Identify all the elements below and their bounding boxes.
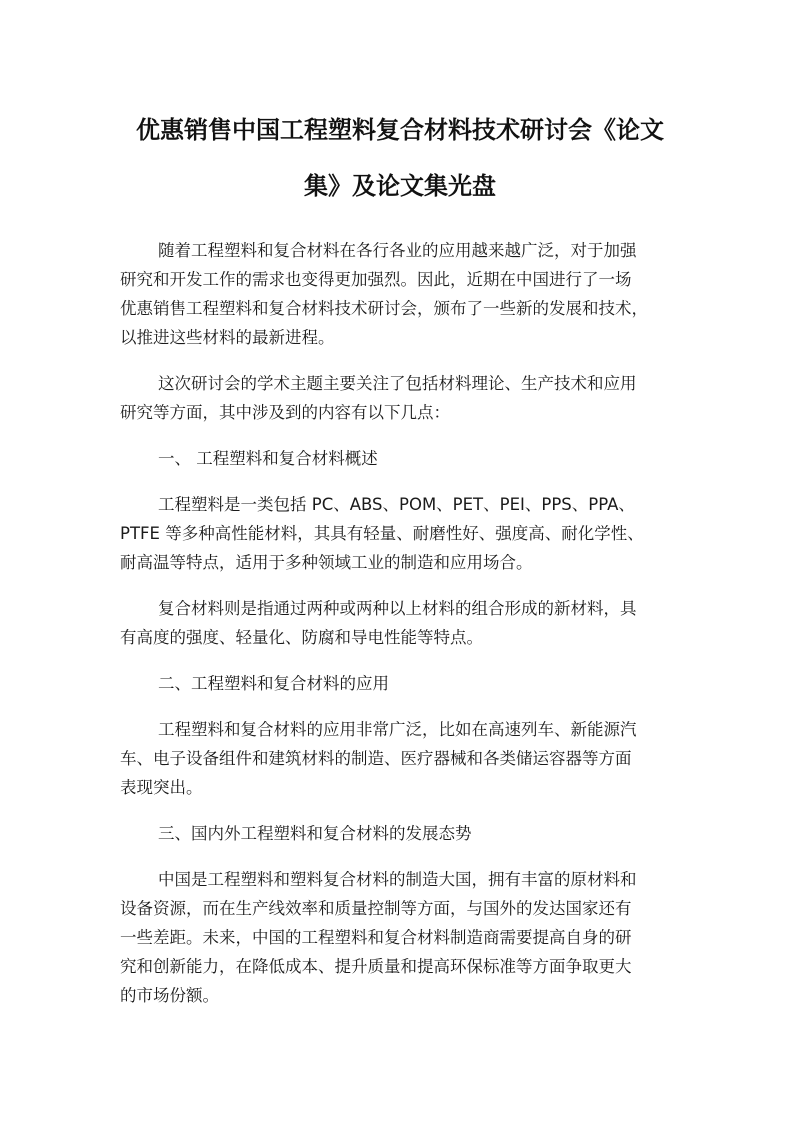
paragraph-line: 的市场份额。 <box>120 986 219 1005</box>
paragraph-topics <box>120 369 690 427</box>
paragraph-line: 以推进这些材料的最新进程。 <box>120 328 335 347</box>
paragraph-line: 复合材料则是指通过两种或两种以上材料的组合形成的新材料，具 <box>158 599 637 618</box>
paragraph-line: 这次研讨会的学术主题主要关注了包括材料理论、生产技术和应用 <box>158 374 637 393</box>
paragraph-line: 工程塑料是一类包括 PC、ABS、POM、PET、PEI、PPS、PPA、 <box>158 495 635 514</box>
paragraph-line: 车、电子设备组件和建筑材料的制造、医疗器械和各类储运容器等方面 <box>120 749 632 768</box>
section-heading-text: 二、工程塑料和复合材料的应用 <box>158 674 389 693</box>
paragraph-engineering-plastics <box>120 490 690 577</box>
paragraph-line: 设备资源，而在生产线效率和质量控制等方面，与国外的发达国家还有 <box>120 899 632 918</box>
paragraph-line: 耐高温等特点，适用于多种领域工业的制造和应用场合。 <box>120 553 533 572</box>
section-heading-text: 三、国内外工程塑料和复合材料的发展态势 <box>158 824 472 843</box>
document-title-line-1: 优惠销售中国工程塑料复合材料技术研讨会《论文 <box>136 116 664 144</box>
paragraph-line: 一些差距。未来，中国的工程塑料和复合材料制造商需要提高自身的研 <box>120 928 632 947</box>
paragraph-applications <box>120 715 690 802</box>
paragraph-composites <box>120 594 690 652</box>
paragraph-line: 表现突出。 <box>120 778 203 797</box>
paragraph-line: 随着工程塑料和复合材料在各行各业的应用越来越广泛，对于加强 <box>158 241 637 260</box>
paragraph-line: 研究和开发工作的需求也变得更加强烈。因此，近期在中国进行了一场 <box>120 270 632 289</box>
section-heading-text: 一、 工程塑料和复合材料概述 <box>158 449 378 468</box>
paragraph-line: 优惠销售工程塑料和复合材料技术研讨会，颁布了一些新的发展和技术， <box>120 299 648 318</box>
document-body <box>120 236 690 1027</box>
paragraph-line: 中国是工程塑料和塑料复合材料的制造大国，拥有丰富的原材料和 <box>158 870 637 889</box>
paragraph-line: 有高度的强度、轻量化、防腐和导电性能等特点。 <box>120 628 483 647</box>
section-heading-3 <box>120 819 690 848</box>
paragraph-line: PTFE 等多种高性能材料，其具有轻量、耐磨性好、强度高、耐化学性、 <box>120 524 644 543</box>
section-heading-2 <box>120 669 690 698</box>
paragraph-intro <box>120 236 690 352</box>
paragraph-line: 工程塑料和复合材料的应用非常广泛，比如在高速列车、新能源汽 <box>158 720 637 739</box>
document-title-line-2: 集》及论文集光盘 <box>304 172 496 200</box>
section-heading-1 <box>120 444 690 473</box>
paragraph-line: 究和创新能力，在降低成本、提升质量和提高环保标准等方面争取更大 <box>120 957 632 976</box>
paragraph-line: 研究等方面，其中涉及到的内容有以下几点： <box>120 403 450 422</box>
paragraph-development-trends <box>120 865 690 1010</box>
